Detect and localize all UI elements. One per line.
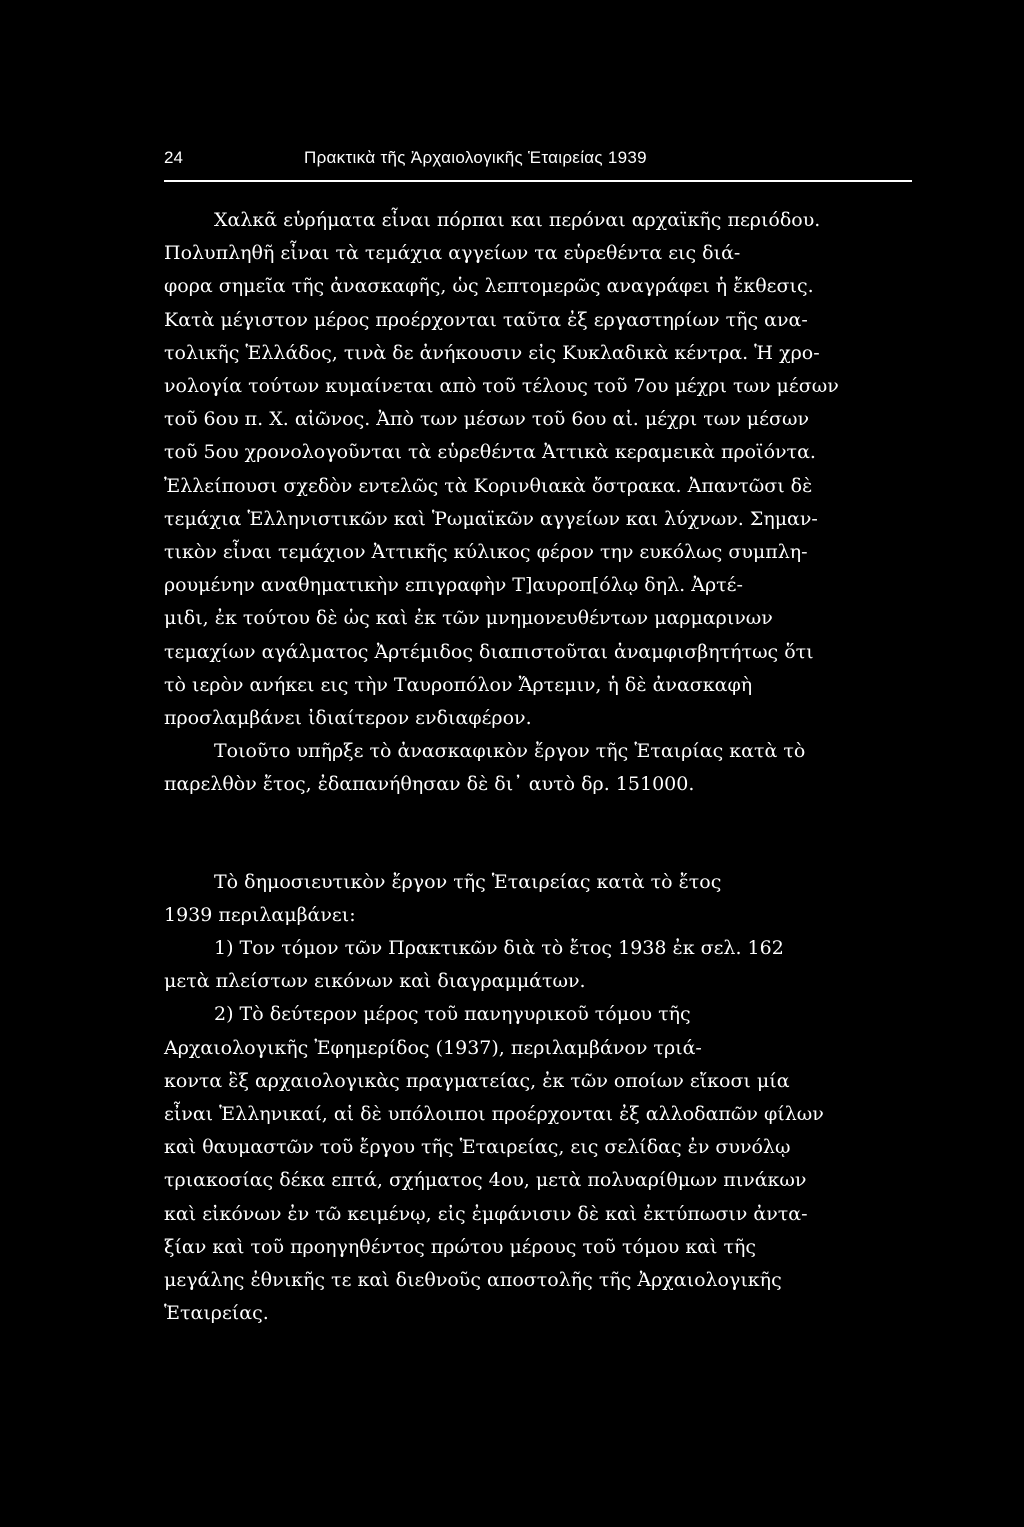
paragraph-publication-item-2 [164, 998, 912, 1330]
text-line: τριακοσίας δέκα επτά, σχήματος 4ου, μετὰ πολυαρίθμων πινάκων [164, 1169, 807, 1192]
text-line: καὶ εἰκόνων ἐν τῶ κειμένῳ, εἰς ἐμφάνισιν δὲ καὶ ἐκτύπωσιν ἀντα- [164, 1202, 808, 1225]
text-line: Αρχαιολογικῆς Ἐφημερίδος (1937), περιλαμβάνον τριά- [164, 1036, 702, 1059]
text-line: 1) Τον τόμον τῶν Πρακτικῶν διὰ τὸ ἔτος 1938 ἐκ σελ. 162 [214, 937, 784, 960]
body-text [164, 204, 912, 1331]
text-line: τεμάχια Ἑλληνιστικῶν καὶ Ῥωμαϊκῶν αγγείων και λύχνων. Σημαν- [164, 507, 818, 530]
text-line: 1939 περιλαμβάνει: [164, 903, 356, 926]
text-line: εἶναι Ἑλληνικαί, αἱ δὲ υπόλοιποι προέρχονται ἐξ αλλοδαπῶν φίλων [164, 1103, 824, 1126]
text-line: κοντα ἓξ αρχαιολογικὰς πραγματείας, ἐκ τῶν οποίων εἴκοσι μία [164, 1069, 790, 1092]
text-line: τὸ ιερὸν ανήκει εις τὴν Ταυροπόλον Ἄρτεμιν, ἡ δὲ ἀνασκαφὴ [164, 673, 753, 696]
text-line: φορα σημεῖα τῆς ἀνασκαφῆς, ὡς λεπτομερῶς αναγράφει ἡ ἔκθεσις. [164, 275, 814, 298]
text-line: 2) Τὸ δεύτερον μέρος τοῦ πανηγυρικοῦ τόμου τῆς [214, 1003, 691, 1026]
text-line: ρουμένην αναθηματικὴν επιγραφὴν Τ]αυροπ[όλῳ δηλ. Ἀρτέ- [164, 574, 743, 597]
text-line: νολογία τούτων κυμαίνεται απὸ τοῦ τέλους τοῦ 7ου μέχρι των μέσων [164, 375, 839, 398]
paragraph-publications-intro [164, 866, 912, 932]
text-line: Τοιοῦτο υπῆρξε τὸ ἀνασκαφικὸν ἔργον τῆς Ἑταιρίας κατὰ τὸ [214, 740, 806, 763]
text-line: προσλαμβάνει ἰδιαίτερον ενδιαφέρον. [164, 707, 532, 730]
text-line: ξίαν καὶ τοῦ προηγηθέντος πρώτου μέρους τοῦ τόμου καὶ τῆς [164, 1235, 757, 1258]
text-line: τοῦ 5ου χρονολογοῦνται τὰ εὑρεθέντα Ἀττικὰ κεραμεικὰ προϊόντα. [164, 441, 816, 464]
journal-title: Πρακτικὰ τῆς Ἀρχαιολογικῆς Ἑταιρείας 1939 [304, 148, 647, 167]
text-line: Πολυπληθῆ εἶναι τὰ τεμάχια αγγείων τα εὑρεθέντα εις διά- [164, 242, 741, 265]
text-line: παρελθὸν ἔτος, ἐδαπανήθησαν δὲ δι᾽ αυτὸ δρ. 151000. [164, 773, 695, 796]
text-line: μεγάλης ἐθνικῆς τε καὶ διεθνοῦς αποστολῆς τῆς Ἀρχαιολογικῆς [164, 1269, 782, 1292]
text-line: τεμαχίων αγάλματος Ἀρτέμιδος διαπιστοῦται ἀναμφισβητήτως ὅτι [164, 640, 814, 663]
text-line: Χαλκᾶ εὑρήματα εἶναι πόρπαι και περόναι αρχαϊκῆς περιόδου. [214, 209, 821, 231]
text-line: τολικῆς Ἑλλάδος, τινὰ δε ἀνήκουσιν εἰς Κυκλαδικὰ κέντρα. Ἡ χρο- [164, 341, 820, 364]
text-line: Ἑταιρείας. [164, 1302, 269, 1325]
text-line: Τὸ δημοσιευτικὸν ἔργον τῆς Ἑταιρείας κατὰ τὸ ἔτος [214, 870, 722, 893]
document-page [164, 140, 912, 1331]
paragraph-excavation-finds [164, 204, 912, 735]
paragraph-excavation-cost [164, 735, 912, 801]
text-line: μετὰ πλείστων εικόνων καὶ διαγραμμάτων. [164, 970, 586, 993]
paragraph-publication-item-1 [164, 932, 912, 998]
running-head [164, 140, 912, 182]
text-line: τικὸν εἶναι τεμάχιον Ἀττικῆς κύλικος φέρον την ευκόλως συμπλη- [164, 541, 808, 564]
page-number: 24 [164, 148, 183, 167]
text-line: Ἐλλείπουσι σχεδὸν εντελῶς τὰ Κορινθιακὰ ὄστρακα. Ἀπαντῶσι δὲ [164, 474, 813, 497]
text-line: μιδι, ἐκ τούτου δὲ ὡς καὶ ἐκ τῶν μνημονευθέντων μαρμαρινων [164, 607, 773, 630]
text-line: τοῦ 6ου π. Χ. αἰῶνος. Ἀπὸ των μέσων τοῦ 6ου αἰ. μέχρι των μέσων [164, 408, 810, 431]
text-line: καὶ θαυμαστῶν τοῦ ἔργου τῆς Ἑταιρείας, εις σελίδας ἐν συνόλῳ [164, 1136, 791, 1159]
text-line: Κατὰ μέγιστον μέρος προέρχονται ταῦτα ἐξ εργαστηρίων τῆς ανα- [164, 308, 808, 331]
section-break [164, 802, 912, 866]
